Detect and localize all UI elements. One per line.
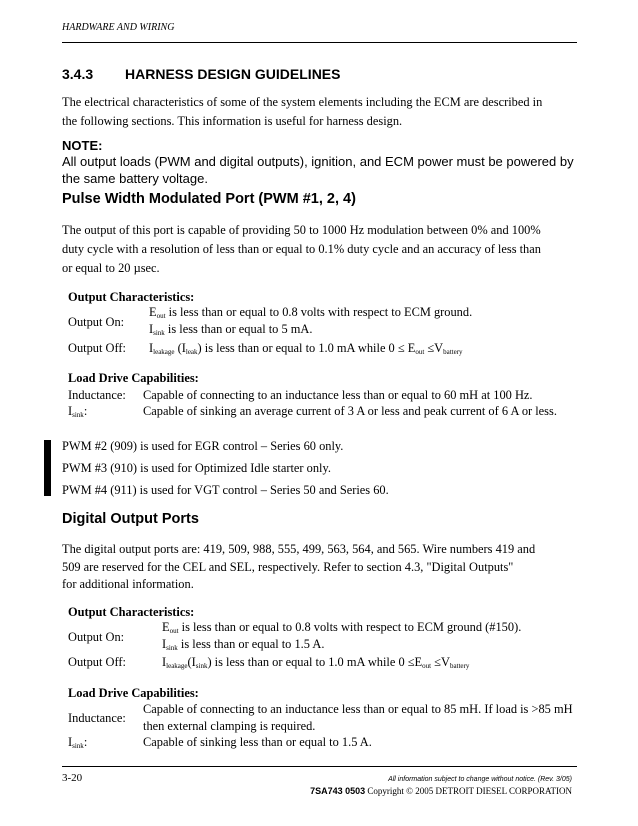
change-bar	[44, 440, 51, 496]
pwm-usage-line: PWM #3 (910) is used for Optimized Idle starter only.	[62, 461, 331, 475]
page-number: 3-20	[62, 772, 83, 784]
pwm-para-line: The output of this port is capable of providing 50 to 1000 Hz modulation between 0% and 100%	[62, 223, 541, 237]
digital-paragraph	[62, 540, 577, 593]
digital-isink-text: Capable of sinking less than or equal to 1.5 A.	[143, 735, 372, 749]
pwm-heading: Pulse Width Modulated Port (PWM #1, 2, 4)	[62, 191, 356, 207]
digital-on-label: Output On:	[68, 630, 125, 644]
digital-inductance-label: Inductance:	[68, 711, 126, 725]
digital-ind-line: Capable of connecting to an inductance less than or equal to 85 mH. If load is >85 mH	[143, 702, 573, 716]
digital-on-line: $E_{out}$ is less than or equal to 0.8 volts with respect to ECM ground (#150).	[162, 620, 522, 635]
pwm-para-line: duty cycle with a resolution of less than or equal to 0.1% duty cycle and an accuracy of less than	[62, 242, 541, 256]
note-block	[62, 138, 582, 187]
pwm-inductance-label: Inductance:	[68, 388, 126, 402]
note-line: the same battery voltage.	[62, 171, 208, 186]
section-title: HARNESS DESIGN GUIDELINES	[125, 66, 341, 82]
footer-notice: All information subject to change without notice. (Rev. 3/05)	[388, 776, 572, 783]
footer-copyright-line	[310, 786, 572, 796]
footer-rule	[62, 766, 577, 767]
pwm-isink-label: $I_{sink}$:	[68, 404, 88, 419]
digital-para-line: 509 are reserved for the CEL and SEL, respectively. Refer to section 4.3, "Digital Outputs"	[62, 560, 514, 574]
intro-line: The electrical characteristics of some of the system elements including the ECM are described in	[62, 95, 543, 109]
digital-output-char-label: Output Characteristics:	[68, 605, 195, 619]
pwm-para-line: or equal to 20 µsec.	[62, 261, 160, 275]
pwm-paragraph	[62, 221, 577, 278]
pwm-output-char-label: Output Characteristics:	[68, 290, 195, 304]
digital-heading: Digital Output Ports	[62, 511, 199, 527]
intro-line: the following sections. This information is useful for harness design.	[62, 114, 403, 128]
note-line: All output loads (PWM and digital outputs), ignition, and ECM power must be powered by	[62, 154, 574, 169]
pwm-isink-text: Capable of sinking an average current of 3 A or less and peak current of 6 A or less.	[143, 404, 557, 418]
digital-para-line: The digital output ports are: 419, 509, 988, 555, 499, 563, 564, and 565. Wire numbers 419 and	[62, 542, 536, 556]
pwm-on-line: $E_{out}$ is less than or equal to 0.8 volts with respect to ECM ground.	[149, 305, 473, 320]
copyright: Copyright © 2005 DETROIT DIESEL CORPORATION	[367, 786, 572, 796]
digital-inductance-text	[143, 702, 573, 734]
pwm-on-desc	[149, 305, 472, 337]
pwm-load-label: Load Drive Capabilities:	[68, 371, 199, 385]
digital-on-line: $I_{sink}$ is less than or equal to 1.5 A.	[162, 637, 325, 652]
pwm-off-desc: $I_{leakage}$ $(I_{leak})$ is less than or equal to 1.0 mA while $0 \le E_{out} \le V_{battery}$	[149, 341, 463, 356]
digital-off-label: Output Off:	[68, 655, 126, 669]
digital-para-line: for additional information.	[62, 577, 194, 591]
page-header	[62, 22, 174, 33]
pwm-usage-line: PWM #4 (911) is used for VGT control – Series 50 and Series 60.	[62, 483, 389, 497]
digital-ind-line: then external clamping is required.	[143, 719, 316, 733]
pwm-inductance-text: Capable of connecting to an inductance less than or equal to 60 mH at 100 Hz.	[143, 388, 533, 402]
pwm-off-label: Output Off:	[68, 341, 126, 355]
section-intro	[62, 93, 577, 131]
pwm-on-line: $I_{sink}$ is less than or equal to 5 mA.	[149, 322, 313, 337]
header-text: HARDWARE AND WIRING	[62, 22, 175, 33]
pwm-usage-line: PWM #2 (909) is used for EGR control – Series 60 only.	[62, 439, 344, 453]
doc-id: 7SA743 0503	[310, 786, 366, 796]
pwm-on-label: Output On:	[68, 315, 125, 329]
header-rule	[62, 42, 577, 43]
digital-off-desc: $I_{leakage}(I_{sink})$ is less than or equal to 1.0 mA while $0 \le E_{out} \le V_{battery}$	[162, 655, 470, 670]
digital-isink-label: $I_{sink}$:	[68, 735, 88, 750]
section-number: 3.4.3	[62, 66, 94, 82]
note-label: NOTE:	[62, 138, 103, 153]
digital-load-label: Load Drive Capabilities:	[68, 686, 199, 700]
digital-on-desc	[162, 620, 521, 652]
